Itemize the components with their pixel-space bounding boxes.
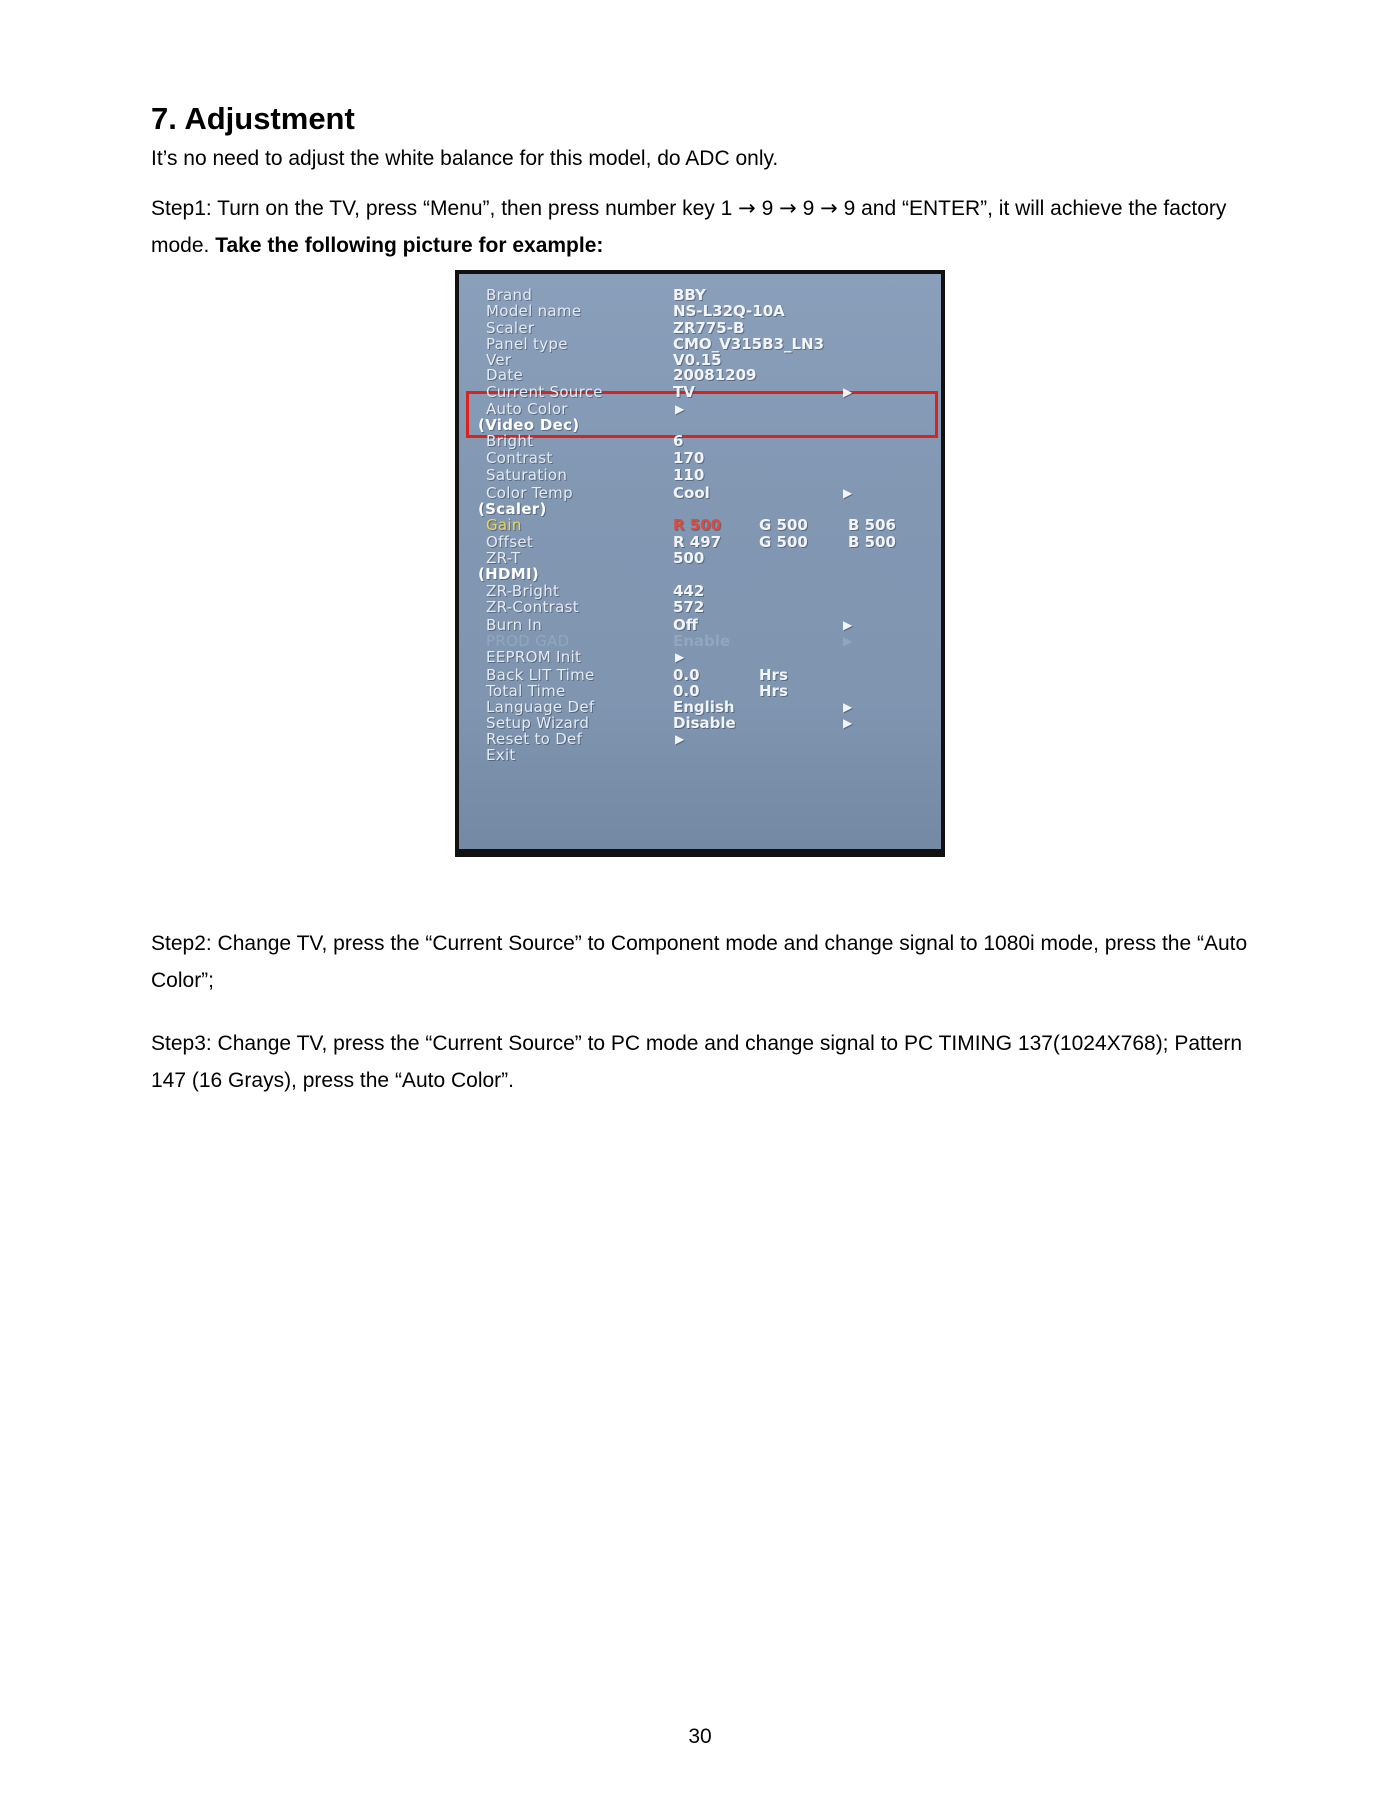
step1-text: Step1: Turn on the TV, press “Menu”, then press number key 1: [151, 197, 733, 220]
step1-key: 9: [761, 197, 774, 220]
menu-item-label: Color Temp: [486, 484, 573, 502]
menu-item-label: Current Source: [486, 383, 603, 401]
menu-item-value: Cool: [673, 484, 710, 502]
menu-item-label: Saturation: [486, 466, 568, 484]
menu-item-value: R 500: [673, 516, 722, 534]
menu-section-label: (Scaler): [478, 500, 547, 518]
menu-item-value: English: [673, 698, 735, 716]
submenu-arrow-icon: ▶: [843, 700, 853, 714]
menu-item-value: ZR775-B: [673, 319, 745, 337]
menu-item-label: Model name: [486, 302, 582, 320]
submenu-arrow-icon: ▶: [843, 486, 853, 500]
menu-item-label: PROD GAD: [486, 632, 570, 650]
factory-menu-screen: [459, 274, 941, 849]
submenu-arrow-icon: ▶: [675, 402, 685, 416]
menu-section-label: (Video Dec): [478, 416, 580, 434]
menu-item-label: ZR-Contrast: [486, 598, 579, 616]
menu-item-value: Enable: [673, 632, 731, 650]
menu-item-label: Gain: [486, 516, 522, 534]
menu-item-value: Off: [673, 616, 698, 634]
step1-paragraph: [151, 190, 1271, 264]
menu-item-value: 0.0: [673, 682, 700, 700]
submenu-arrow-icon: ▶: [843, 385, 853, 399]
menu-item-value: Hrs: [759, 682, 788, 700]
menu-item-value: G 500: [759, 516, 808, 534]
step2-paragraph: Step2: Change TV, press the “Current Source” to Component mode and change signal to 1080i mode, press the “Auto Color”;: [151, 932, 1248, 992]
menu-row[interactable]: [459, 746, 941, 765]
step3-paragraph: Step3: Change TV, press the “Current Source” to PC mode and change signal to PC TIMING 137(1024X768); Pattern 147 (16 Grays), press the “Auto Color”.: [151, 1032, 1243, 1092]
menu-item-label: ZR-T: [486, 549, 521, 567]
menu-item-value: CMO_V315B3_LN3: [673, 335, 825, 353]
menu-item-value: 0.0: [673, 666, 700, 684]
menu-item-value: 572: [673, 598, 705, 616]
menu-item-value: Disable: [673, 714, 736, 732]
factory-menu-photo: [455, 270, 945, 857]
submenu-arrow-icon: ▶: [843, 634, 853, 648]
menu-item-label: EEPROM Init: [486, 648, 582, 666]
menu-item-label: Date: [486, 366, 524, 384]
menu-item-label: Offset: [486, 533, 534, 551]
menu-item-label: Scaler: [486, 319, 535, 337]
menu-item-label: Total Time: [486, 682, 566, 700]
menu-item-label: Panel type: [486, 335, 568, 353]
menu-item-label: Language Def: [486, 698, 595, 716]
menu-item-value: 110: [673, 466, 705, 484]
menu-row[interactable]: [459, 598, 941, 617]
intro-paragraph: It’s no need to adjust the white balance for this model, do ADC only.: [151, 147, 779, 170]
menu-item-value: 20081209: [673, 366, 757, 384]
menu-item-label: Setup Wizard: [486, 714, 590, 732]
menu-item-label: Back LIT Time: [486, 666, 595, 684]
step1-tail: 9 and “ENTER”, it will achieve the factory mode.: [151, 197, 1227, 257]
menu-item-value: NS-L32Q-10A: [673, 302, 785, 320]
menu-item-value: B 500: [848, 533, 896, 551]
page-number: 30: [688, 1725, 712, 1748]
menu-row[interactable]: [459, 466, 941, 485]
menu-item-value: 442: [673, 582, 705, 600]
menu-item-label: ZR-Bright: [486, 582, 560, 600]
menu-item-value: R 497: [673, 533, 722, 551]
menu-item-value: TV: [673, 383, 695, 401]
menu-item-value: 6: [673, 432, 684, 450]
menu-item-label: Burn In: [486, 616, 543, 634]
menu-item-label: Contrast: [486, 449, 553, 467]
menu-item-value: 500: [673, 549, 705, 567]
menu-item-value: BBY: [673, 286, 706, 304]
menu-item-value: G 500: [759, 533, 808, 551]
menu-item-label: Reset to Def: [486, 730, 583, 748]
arrow-icon: →: [820, 196, 838, 220]
menu-item-label: Brand: [486, 286, 533, 304]
menu-item-label: Bright: [486, 432, 534, 450]
menu-row[interactable]: [459, 648, 941, 667]
submenu-arrow-icon: ▶: [843, 618, 853, 632]
step1-bold-note: Take the following picture for example:: [215, 234, 604, 257]
arrow-icon: →: [779, 196, 797, 220]
menu-item-value: V0.15: [673, 351, 722, 369]
menu-item-value: 170: [673, 449, 705, 467]
menu-item-label: Auto Color: [486, 400, 568, 418]
submenu-arrow-icon: ▶: [843, 716, 853, 730]
menu-item-value: Hrs: [759, 666, 788, 684]
arrow-icon: →: [738, 196, 756, 220]
menu-section-label: (HDMI): [478, 565, 540, 583]
submenu-arrow-icon: ▶: [675, 650, 685, 664]
section-heading: 7. Adjustment: [151, 101, 355, 136]
step1-key: 9: [802, 197, 815, 220]
submenu-arrow-icon: ▶: [675, 732, 685, 746]
menu-item-label: Exit: [486, 746, 516, 764]
menu-item-label: Ver: [486, 351, 512, 369]
menu-item-value: B 506: [848, 516, 896, 534]
